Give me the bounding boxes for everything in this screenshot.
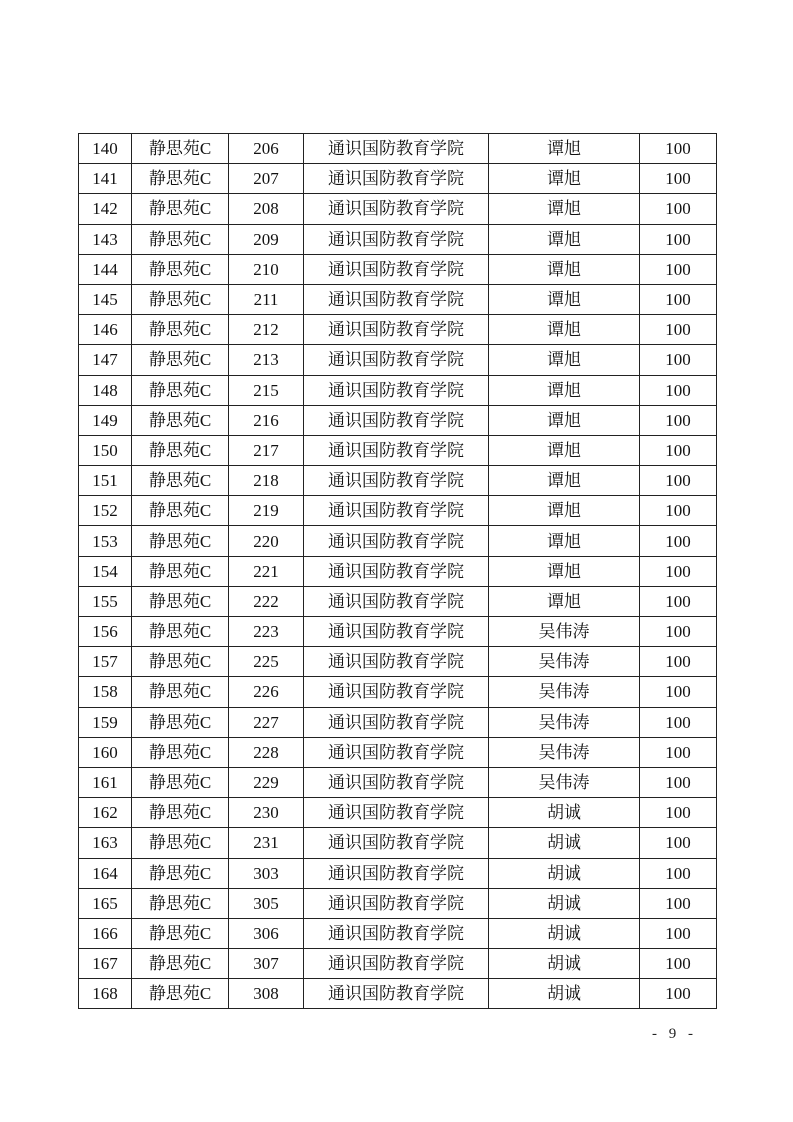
cell-building: 静思苑C <box>132 496 229 526</box>
cell-room-number: 212 <box>229 315 304 345</box>
table-row <box>79 828 717 858</box>
cell-serial-number: 144 <box>79 254 132 284</box>
cell-department: 通识国防教育学院 <box>304 345 489 375</box>
table-row <box>79 315 717 345</box>
cell-department: 通识国防教育学院 <box>304 496 489 526</box>
table-row <box>79 707 717 737</box>
cell-score: 100 <box>640 345 717 375</box>
table-row <box>79 858 717 888</box>
cell-department: 通识国防教育学院 <box>304 405 489 435</box>
table-row <box>79 405 717 435</box>
table-row <box>79 888 717 918</box>
cell-room-number: 230 <box>229 798 304 828</box>
cell-score: 100 <box>640 526 717 556</box>
table-row <box>79 194 717 224</box>
cell-score: 100 <box>640 858 717 888</box>
table-row <box>79 617 717 647</box>
cell-department: 通识国防教育学院 <box>304 949 489 979</box>
cell-serial-number: 149 <box>79 405 132 435</box>
cell-department: 通识国防教育学院 <box>304 435 489 465</box>
table-row <box>79 284 717 314</box>
cell-room-number: 216 <box>229 405 304 435</box>
cell-score: 100 <box>640 767 717 797</box>
cell-score: 100 <box>640 707 717 737</box>
cell-building: 静思苑C <box>132 949 229 979</box>
table-row <box>79 647 717 677</box>
table-row <box>79 767 717 797</box>
cell-department: 通识国防教育学院 <box>304 586 489 616</box>
cell-person-in-charge: 吴伟涛 <box>489 737 640 767</box>
cell-score: 100 <box>640 164 717 194</box>
cell-serial-number: 142 <box>79 194 132 224</box>
cell-serial-number: 146 <box>79 315 132 345</box>
cell-building: 静思苑C <box>132 284 229 314</box>
cell-building: 静思苑C <box>132 405 229 435</box>
cell-department: 通识国防教育学院 <box>304 375 489 405</box>
cell-person-in-charge: 吴伟涛 <box>489 707 640 737</box>
cell-person-in-charge: 谭旭 <box>489 315 640 345</box>
table-row <box>79 134 717 164</box>
cell-person-in-charge: 谭旭 <box>489 224 640 254</box>
dormitory-score-table <box>78 133 717 1009</box>
cell-building: 静思苑C <box>132 798 229 828</box>
table-row <box>79 435 717 465</box>
cell-person-in-charge: 谭旭 <box>489 284 640 314</box>
cell-room-number: 219 <box>229 496 304 526</box>
cell-person-in-charge: 谭旭 <box>489 405 640 435</box>
cell-score: 100 <box>640 224 717 254</box>
cell-score: 100 <box>640 617 717 647</box>
cell-room-number: 209 <box>229 224 304 254</box>
cell-room-number: 213 <box>229 345 304 375</box>
cell-room-number: 308 <box>229 979 304 1009</box>
cell-person-in-charge: 谭旭 <box>489 496 640 526</box>
cell-room-number: 306 <box>229 918 304 948</box>
cell-score: 100 <box>640 979 717 1009</box>
cell-department: 通识国防教育学院 <box>304 466 489 496</box>
cell-serial-number: 164 <box>79 858 132 888</box>
cell-person-in-charge: 吴伟涛 <box>489 677 640 707</box>
cell-serial-number: 151 <box>79 466 132 496</box>
cell-serial-number: 157 <box>79 647 132 677</box>
cell-serial-number: 140 <box>79 134 132 164</box>
cell-person-in-charge: 胡诚 <box>489 949 640 979</box>
cell-score: 100 <box>640 315 717 345</box>
cell-serial-number: 159 <box>79 707 132 737</box>
cell-serial-number: 167 <box>79 949 132 979</box>
cell-department: 通识国防教育学院 <box>304 315 489 345</box>
cell-department: 通识国防教育学院 <box>304 526 489 556</box>
cell-score: 100 <box>640 556 717 586</box>
cell-serial-number: 161 <box>79 767 132 797</box>
cell-serial-number: 166 <box>79 918 132 948</box>
cell-building: 静思苑C <box>132 677 229 707</box>
cell-building: 静思苑C <box>132 254 229 284</box>
cell-person-in-charge: 胡诚 <box>489 858 640 888</box>
cell-serial-number: 160 <box>79 737 132 767</box>
cell-department: 通识国防教育学院 <box>304 617 489 647</box>
cell-serial-number: 168 <box>79 979 132 1009</box>
cell-serial-number: 158 <box>79 677 132 707</box>
cell-room-number: 231 <box>229 828 304 858</box>
cell-person-in-charge: 谭旭 <box>489 194 640 224</box>
cell-building: 静思苑C <box>132 586 229 616</box>
cell-serial-number: 141 <box>79 164 132 194</box>
cell-building: 静思苑C <box>132 224 229 254</box>
cell-department: 通识国防教育学院 <box>304 979 489 1009</box>
cell-person-in-charge: 谭旭 <box>489 466 640 496</box>
cell-building: 静思苑C <box>132 767 229 797</box>
cell-room-number: 228 <box>229 737 304 767</box>
table-row <box>79 586 717 616</box>
cell-room-number: 208 <box>229 194 304 224</box>
cell-department: 通识国防教育学院 <box>304 647 489 677</box>
cell-score: 100 <box>640 586 717 616</box>
cell-serial-number: 150 <box>79 435 132 465</box>
table-row <box>79 375 717 405</box>
cell-building: 静思苑C <box>132 345 229 375</box>
cell-building: 静思苑C <box>132 556 229 586</box>
cell-score: 100 <box>640 647 717 677</box>
cell-score: 100 <box>640 949 717 979</box>
cell-score: 100 <box>640 254 717 284</box>
cell-building: 静思苑C <box>132 134 229 164</box>
cell-building: 静思苑C <box>132 828 229 858</box>
cell-room-number: 218 <box>229 466 304 496</box>
cell-score: 100 <box>640 435 717 465</box>
cell-department: 通识国防教育学院 <box>304 254 489 284</box>
cell-serial-number: 153 <box>79 526 132 556</box>
cell-room-number: 303 <box>229 858 304 888</box>
cell-building: 静思苑C <box>132 315 229 345</box>
cell-department: 通识国防教育学院 <box>304 707 489 737</box>
cell-room-number: 305 <box>229 888 304 918</box>
cell-department: 通识国防教育学院 <box>304 677 489 707</box>
cell-score: 100 <box>640 888 717 918</box>
cell-person-in-charge: 吴伟涛 <box>489 617 640 647</box>
cell-room-number: 215 <box>229 375 304 405</box>
table-row <box>79 254 717 284</box>
cell-person-in-charge: 谭旭 <box>489 556 640 586</box>
cell-score: 100 <box>640 405 717 435</box>
cell-serial-number: 152 <box>79 496 132 526</box>
roster-sheet <box>78 133 716 1009</box>
table-row <box>79 496 717 526</box>
cell-person-in-charge: 谭旭 <box>489 375 640 405</box>
cell-department: 通识国防教育学院 <box>304 556 489 586</box>
cell-room-number: 210 <box>229 254 304 284</box>
cell-score: 100 <box>640 918 717 948</box>
cell-person-in-charge: 谭旭 <box>489 435 640 465</box>
cell-person-in-charge: 吴伟涛 <box>489 647 640 677</box>
table-row <box>79 918 717 948</box>
cell-department: 通识国防教育学院 <box>304 858 489 888</box>
cell-score: 100 <box>640 284 717 314</box>
cell-building: 静思苑C <box>132 858 229 888</box>
table-row <box>79 979 717 1009</box>
cell-building: 静思苑C <box>132 526 229 556</box>
cell-serial-number: 154 <box>79 556 132 586</box>
cell-building: 静思苑C <box>132 164 229 194</box>
cell-serial-number: 163 <box>79 828 132 858</box>
cell-serial-number: 165 <box>79 888 132 918</box>
cell-person-in-charge: 吴伟涛 <box>489 767 640 797</box>
cell-room-number: 223 <box>229 617 304 647</box>
cell-person-in-charge: 谭旭 <box>489 345 640 375</box>
cell-score: 100 <box>640 798 717 828</box>
cell-room-number: 220 <box>229 526 304 556</box>
cell-score: 100 <box>640 466 717 496</box>
table-row <box>79 737 717 767</box>
cell-room-number: 206 <box>229 134 304 164</box>
cell-building: 静思苑C <box>132 707 229 737</box>
cell-person-in-charge: 谭旭 <box>489 586 640 616</box>
cell-person-in-charge: 胡诚 <box>489 918 640 948</box>
cell-room-number: 229 <box>229 767 304 797</box>
cell-building: 静思苑C <box>132 918 229 948</box>
table-row <box>79 164 717 194</box>
cell-department: 通识国防教育学院 <box>304 164 489 194</box>
cell-building: 静思苑C <box>132 466 229 496</box>
cell-building: 静思苑C <box>132 737 229 767</box>
cell-person-in-charge: 胡诚 <box>489 979 640 1009</box>
cell-department: 通识国防教育学院 <box>304 737 489 767</box>
cell-building: 静思苑C <box>132 617 229 647</box>
cell-score: 100 <box>640 828 717 858</box>
cell-building: 静思苑C <box>132 194 229 224</box>
cell-score: 100 <box>640 194 717 224</box>
cell-serial-number: 143 <box>79 224 132 254</box>
page-number: - 9 - <box>652 1026 697 1042</box>
table-row <box>79 798 717 828</box>
cell-person-in-charge: 胡诚 <box>489 828 640 858</box>
cell-building: 静思苑C <box>132 435 229 465</box>
cell-room-number: 221 <box>229 556 304 586</box>
cell-person-in-charge: 谭旭 <box>489 164 640 194</box>
cell-person-in-charge: 胡诚 <box>489 798 640 828</box>
cell-room-number: 227 <box>229 707 304 737</box>
table-row <box>79 224 717 254</box>
cell-serial-number: 156 <box>79 617 132 647</box>
cell-score: 100 <box>640 134 717 164</box>
table-row <box>79 345 717 375</box>
cell-room-number: 217 <box>229 435 304 465</box>
cell-department: 通识国防教育学院 <box>304 918 489 948</box>
table-row <box>79 466 717 496</box>
cell-department: 通识国防教育学院 <box>304 798 489 828</box>
table-row <box>79 677 717 707</box>
cell-department: 通识国防教育学院 <box>304 284 489 314</box>
cell-score: 100 <box>640 496 717 526</box>
cell-serial-number: 145 <box>79 284 132 314</box>
cell-room-number: 226 <box>229 677 304 707</box>
cell-serial-number: 148 <box>79 375 132 405</box>
cell-person-in-charge: 胡诚 <box>489 888 640 918</box>
cell-building: 静思苑C <box>132 647 229 677</box>
cell-department: 通识国防教育学院 <box>304 888 489 918</box>
cell-department: 通识国防教育学院 <box>304 224 489 254</box>
cell-room-number: 211 <box>229 284 304 314</box>
cell-score: 100 <box>640 737 717 767</box>
cell-room-number: 207 <box>229 164 304 194</box>
cell-serial-number: 155 <box>79 586 132 616</box>
table-row <box>79 556 717 586</box>
table-row <box>79 526 717 556</box>
cell-department: 通识国防教育学院 <box>304 767 489 797</box>
cell-building: 静思苑C <box>132 888 229 918</box>
cell-building: 静思苑C <box>132 375 229 405</box>
cell-department: 通识国防教育学院 <box>304 828 489 858</box>
cell-person-in-charge: 谭旭 <box>489 254 640 284</box>
table-row <box>79 949 717 979</box>
cell-person-in-charge: 谭旭 <box>489 134 640 164</box>
cell-room-number: 222 <box>229 586 304 616</box>
table-body <box>79 134 717 1009</box>
cell-building: 静思苑C <box>132 979 229 1009</box>
cell-room-number: 225 <box>229 647 304 677</box>
cell-department: 通识国防教育学院 <box>304 134 489 164</box>
cell-serial-number: 147 <box>79 345 132 375</box>
cell-serial-number: 162 <box>79 798 132 828</box>
cell-person-in-charge: 谭旭 <box>489 526 640 556</box>
cell-room-number: 307 <box>229 949 304 979</box>
cell-department: 通识国防教育学院 <box>304 194 489 224</box>
cell-score: 100 <box>640 677 717 707</box>
cell-score: 100 <box>640 375 717 405</box>
